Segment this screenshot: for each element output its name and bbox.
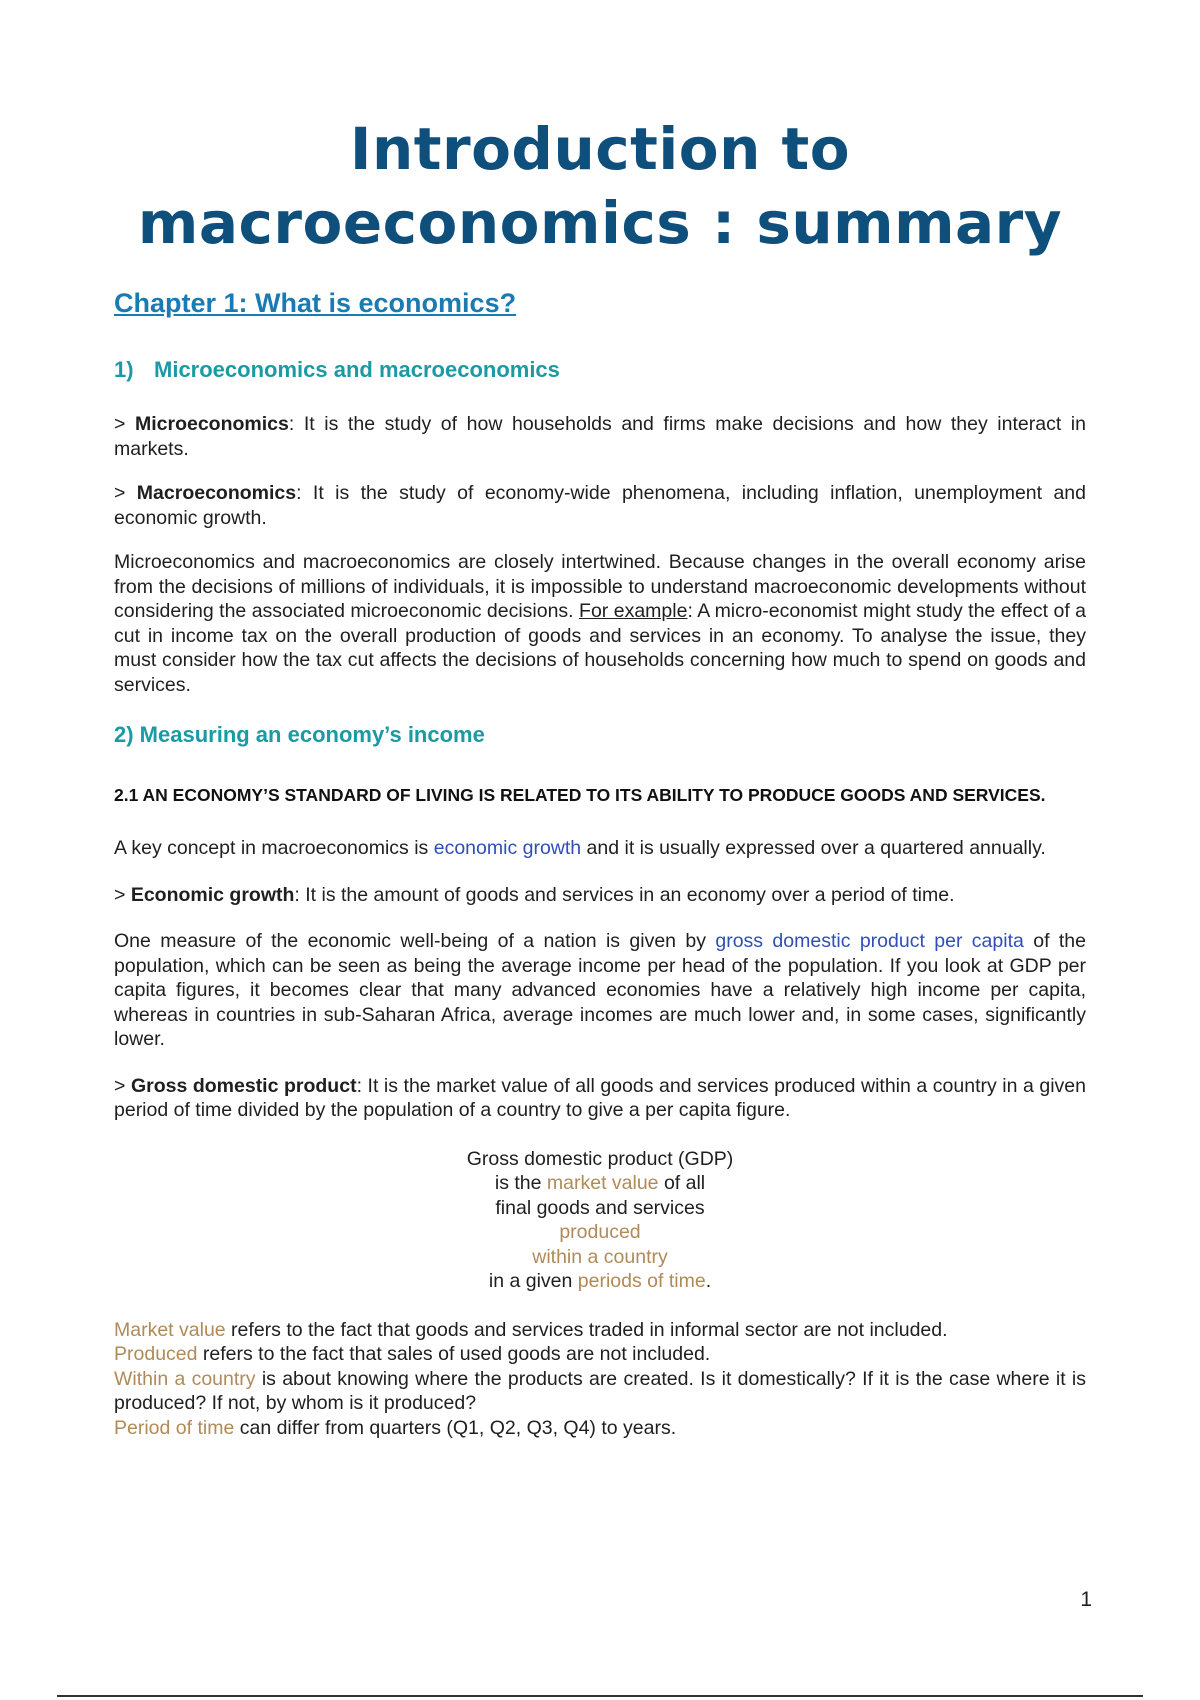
title-line-2: macroeconomics : summary: [137, 189, 1063, 257]
paragraph-text: Microeconomics and macroeconomics are closely intertwined. Because changes in the overall economy arise from the decisions of millions of individuals, it is impossible to understand macroeconomic developments without considering the associated microeconomic decisions.: [114, 551, 1086, 622]
note-text: is about knowing where the products are created. Is it domestically? If it is the case where it is produced? If not, by whom is it produced?: [114, 1367, 1086, 1414]
paragraph-text: A key concept in macroeconomics is: [114, 837, 434, 859]
bullet-marker: >: [114, 413, 135, 435]
bullet-marker: >: [114, 482, 137, 504]
economic-growth-highlight: economic growth: [433, 837, 582, 859]
note-period-of-time: [114, 1416, 1086, 1441]
def-text: of all: [658, 1172, 706, 1194]
def-line: [114, 1269, 1086, 1294]
footer-divider: [57, 1695, 1143, 1697]
bullet-marker: >: [114, 883, 131, 906]
gdp-notes: [114, 1318, 1086, 1441]
gdp-per-capita-highlight: gross domestic product per capita: [715, 930, 1024, 952]
term-macroeconomics: Macroeconomics: [136, 482, 297, 504]
document-body: [114, 286, 1086, 1440]
paragraph-text: and it is usually expressed over a quartered annually.: [581, 837, 1046, 859]
def-line: final goods and services: [495, 1196, 705, 1219]
for-example-label: For example: [579, 600, 688, 622]
paragraph-text: : A micro-economist might study the effect of a cut in income tax on the overall production of goods and services in an economy. To analyse the issue, they must consider how the tax cut affects the decisions of households concerning how much to spend on goods and services.: [114, 600, 1087, 696]
note-produced: [114, 1342, 1086, 1367]
paragraph-text: One measure of the economic well-being of a nation is given by: [114, 930, 716, 952]
intertwined-paragraph: [114, 550, 1086, 697]
note-market-value: [114, 1318, 1086, 1343]
term-gdp: Gross domestic product: [130, 1074, 357, 1097]
section-1-title: Microeconomics and macroeconomics: [154, 357, 560, 382]
def-line: [114, 1171, 1086, 1196]
bullet-marker: >: [114, 1074, 131, 1097]
definition-macroeconomics: [114, 481, 1086, 530]
def-text: is the: [494, 1172, 547, 1194]
note-within-country: [114, 1367, 1086, 1416]
note-term: Market value: [114, 1318, 226, 1341]
paragraph-text: of the population, which can be seen as being the average income per head of the population. If you look at GDP per capita figures, it becomes clear that many advanced economies have a relatively high income per capita, whereas in countries in sub-Saharan Africa, average incomes are much lower and, in some cases, significantly lower.: [114, 930, 1086, 1050]
section-2-heading: 2) Measuring an economy’s income: [114, 722, 485, 747]
note-text: refers to the fact that sales of used goods are not included.: [197, 1343, 711, 1365]
def-text: .: [705, 1270, 712, 1292]
section-1-heading: [114, 356, 1086, 384]
market-value-highlight: market value: [546, 1172, 659, 1194]
definition-text: : It is the market value of all goods and services produced within a country in a given period of time divided by the population of a country to give a per capita figure.: [114, 1074, 1086, 1121]
definition-gdp: [114, 1074, 1086, 1123]
within-country-highlight: within a country: [532, 1245, 668, 1268]
key-concept-paragraph: [114, 836, 1086, 861]
period-of-time-highlight: periods of time: [577, 1270, 706, 1292]
note-term: Within a country: [114, 1367, 256, 1390]
def-text: in a given: [488, 1270, 578, 1292]
note-term: Produced: [114, 1343, 198, 1365]
gdp-definition-block: [114, 1147, 1086, 1294]
definition-text: : It is the amount of goods and services in an economy over a period of time.: [294, 883, 955, 906]
chapter-heading: Chapter 1: What is economics?: [114, 288, 517, 318]
term-microeconomics: Microeconomics: [134, 413, 289, 435]
document-title: [60, 112, 1140, 260]
note-term: Period of time: [114, 1416, 235, 1439]
title-line-1: Introduction to: [349, 115, 851, 183]
gdp-per-capita-paragraph: [114, 929, 1086, 1052]
term-economic-growth: Economic growth: [130, 883, 295, 906]
section-1-number: 1): [114, 357, 134, 382]
note-text: refers to the fact that goods and services traded in informal sector are not included.: [225, 1318, 948, 1341]
definition-economic-growth: [114, 883, 1086, 908]
definition-text: : It is the study of economy-wide phenomena, including inflation, unemployment and economic growth.: [114, 482, 1086, 529]
page-number: 1: [1080, 1588, 1092, 1611]
definition-microeconomics: [114, 412, 1086, 461]
note-text: can differ from quarters (Q1, Q2, Q3, Q4) to years.: [234, 1416, 677, 1439]
def-line: Gross domestic product (GDP): [466, 1147, 734, 1170]
definition-text: : It is the study of how households and firms make decisions and how they interact in markets.: [114, 413, 1086, 460]
subsection-2-1-heading: 2.1 AN ECONOMY’S STANDARD OF LIVING IS RELATED TO ITS ABILITY TO PRODUCE GOODS AND SERVICES.: [114, 785, 1046, 805]
produced-highlight: produced: [559, 1221, 641, 1243]
